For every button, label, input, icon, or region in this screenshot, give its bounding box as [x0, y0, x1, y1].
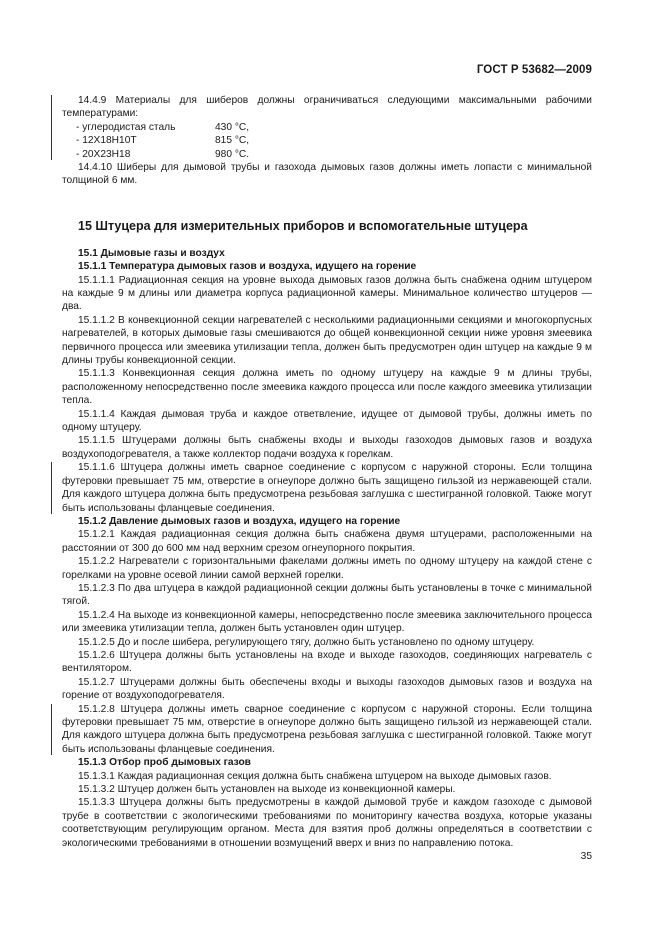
paragraph-15-1-2-7: 15.1.2.7 Штуцерами должны быть обеспечены входы и выходы газоходов дымовых газов и воздуха на горение от воздухоподогревателя.	[62, 676, 592, 702]
material-temp: 430 °С,	[215, 121, 250, 133]
section-heading-15-1: 15.1 Дымовые газы и воздух	[78, 247, 225, 259]
paragraph-15-1-2-6: 15.1.2.6 Штуцера должны быть установлены на входе и выходе газоходов, соединяющих нагреватель с вентилятором.	[62, 649, 592, 675]
section-heading-15-1-1: 15.1.1 Температура дымовых газов и воздуха, идущего на горение	[78, 261, 417, 273]
paragraph-15-1-1-2: 15.1.1.2 В конвекционной секции нагревателей с несколькими радиационными секциями и многокорпусных нагревателей, в которых дымовые газы смешиваются до общей конвекционной секции ниже уровня змеевика первичного процесса или змеевика утилизации тепла, должен быть предусмотрен один штуцер на каждые 9 м длины трубы конвекционной секции.	[62, 314, 592, 367]
paragraph-15-1-1-6: 15.1.1.6 Штуцера должны иметь сварное соединение с корпусом с наружной стороны. Если толщина футеровки превышает 75 мм, отверстие в огнеупоре должно быть защищено гильзой из нержавеющей стали. Для каждого штуцера должна быть предусмотрена резьбовая заглушка с шестигранной головкой. Также могут быть использованы фланцевые соединения.	[62, 462, 592, 514]
paragraph-15-1-1-1: 15.1.1.1 Радиационная секция на уровне выхода дымовых газов должна быть снабжена одним штуцером на каждые 9 м длины или диаметра корпуса радиационной камеры. Минимальное количество штуцеров — два.	[62, 274, 592, 313]
paragraph-15-1-2-8: 15.1.2.8 Штуцера должны иметь сварное соединение с корпусом с наружной стороны. Если толщина футеровки превышает 75 мм, отверстие в огнеупоре должно быть защищено гильзой из нержавеющей стали. Для каждого штуцера должна быть предусмотрена резьбовая заглушка с шестигранной головкой. Также могут быть использованы фланцевые соединения.	[62, 703, 592, 755]
paragraph-15-1-1-5: 15.1.1.5 Штуцерами должны быть снабжены входы и выходы газоходов дымовых газов и воздуха воздухоподогревателя, а также коллектор подачи воздуха к горелкам.	[62, 435, 592, 460]
page-number: 35	[580, 851, 592, 862]
paragraph-15-1-3-2: 15.1.3.2 Штуцер должен быть установлен на выходе из конвекционной камеры.	[78, 784, 456, 796]
paragraph-15-1-2-3: 15.1.2.3 По два штуцера в каждой радиационной секции должны быть установлены в точке с минимальной тягой.	[62, 582, 592, 608]
material-row	[62, 121, 592, 134]
material-row	[62, 148, 592, 161]
paragraph-15-1-2-1: 15.1.2.1 Каждая радиационная секция должна быть снабжена двумя штуцерами, расположенными на расстоянии от 300 до 600 мм над верхним срезом огнеупорного покрытия.	[62, 529, 592, 554]
material-name: - 12Х18Н10Т	[76, 135, 137, 147]
section-heading-15-1-2: 15.1.2 Давление дымовых газов и воздуха, идущего на горение	[78, 515, 401, 527]
paragraph-15-1-2-4: 15.1.2.4 На выходе из конвекционной камеры, непосредственно после змеевика заключительного процесса или змеевика утилизации тепла, должен быть установлен один штуцер.	[62, 609, 592, 635]
paragraph-15-1-1-4: 15.1.1.4 Каждая дымовая труба и каждое ответвление, идущее от дымовой трубы, должны иметь по одному штуцеру.	[62, 408, 592, 434]
material-row	[62, 134, 592, 147]
chapter-heading-15: 15 Штуцера для измерительных приборов и вспомогательные штуцера	[78, 218, 528, 233]
doc-number: ГОСТ Р 53682—2009	[476, 64, 592, 76]
paragraph-14-4-9: 14.4.9 Материалы для шиберов должны ограничиваться следующими максимальными рабочими температурами:	[62, 95, 592, 120]
material-temp: 815 °С,	[215, 135, 250, 147]
paragraph-15-1-3-3: 15.1.3.3 Штуцера должны быть предусмотрены в каждой дымовой трубе и каждом газоходе с дымовой трубе в соответствии с экологическими требованиями по мониторингу качества воздуха, которые указаны соответствующим регулирующим органом. Места для взятия проб должны определяться в соответствии с экологическими требованиями в отношении возмущений вверх и вниз по направлению потока.	[62, 797, 592, 849]
paragraph-15-1-3-1: 15.1.3.1 Каждая радиационная секция должна быть снабжена штуцером на выходе дымовых газов.	[78, 770, 552, 782]
section-heading-15-1-3: 15.1.3 Отбор проб дымовых газов	[78, 757, 251, 769]
material-temp: 980 °С.	[215, 148, 250, 160]
paragraph-15-1-2-2: 15.1.2.2 Нагреватели с горизонтальными факелами должны иметь по одному штуцеру на каждой стене с горелками на уровне осевой линии самой верхней горелки.	[62, 556, 592, 581]
clause-14-4-9	[62, 94, 592, 161]
paragraph-15-1-1-3: 15.1.1.3 Конвекционная секция должна иметь по одному штуцеру на каждые 9 м длины трубы, расположенному непосредственно после змеевика каждого процесса или после каждого змеевика утилизации тепла.	[62, 368, 592, 407]
material-name: - 20Х23Н18	[76, 148, 131, 160]
paragraph-15-1-2-5: 15.1.2.5 До и после шибера, регулирующего тягу, должно быть установлено по одному штуцеру.	[78, 636, 535, 648]
page-body	[62, 94, 592, 850]
material-name: - углеродистая сталь	[76, 121, 176, 133]
paragraph-14-4-10: 14.4.10 Шиберы для дымовой трубы и газохода дымовых газов должны иметь лопасти с минимальной толщиной 6 мм.	[62, 161, 592, 187]
